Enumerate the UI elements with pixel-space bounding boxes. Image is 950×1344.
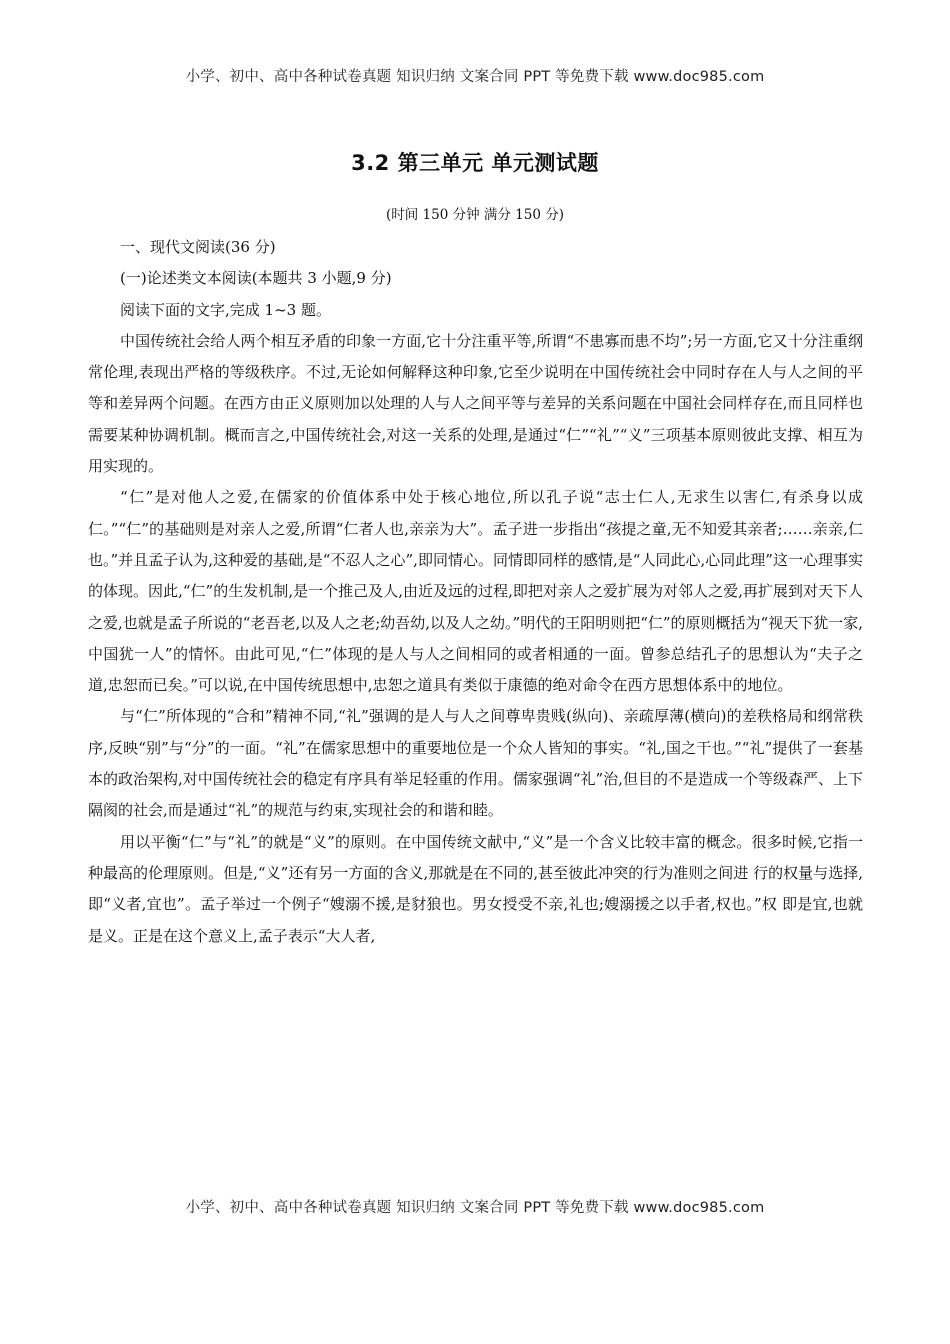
page-subtitle: (时间 150 分钟 满分 150 分) bbox=[385, 207, 565, 223]
sub-heading: (一)论述类文本阅读(本题共 3 小题,9 分) bbox=[120, 269, 392, 288]
paragraph: 用以平衡“仁”与“礼”的就是“义”的原则。在中国传统文献中,“义”是一个含义比较丰富的概念。很多时候,它指一种最高的伦理原则。但是,“义”还有另一方面的含义,那就是在不同的,甚至彼此冲突的行为准则之间进 行的权量与选择,即“义者,宜也”。孟子举过一个例子“嫂溺不援,是豺狼也。男女授受不亲,礼也;嫂溺援之以手者,权也。”权 即是宜,也就是义。正是在这个意义上,孟子表示“大人者, bbox=[88, 832, 863, 945]
footer-banner: 小学、初中、高中各种试卷真题 知识归纳 文案合同 PPT 等免费下载 www.doc985.com bbox=[185, 1200, 765, 1216]
header-banner: 小学、初中、高中各种试卷真题 知识归纳 文案合同 PPT 等免费下载 www.doc985.com bbox=[185, 69, 765, 85]
page-title: 3.2 第三单元 单元测试题 bbox=[351, 151, 599, 175]
paragraph: “仁”是对他人之爱,在儒家的价值体系中处于核心地位,所以孔子说“志士仁人,无求生以害仁,有杀身以成仁。”“仁”的基础则是对亲人之爱,所谓“仁者人也,亲亲为大”。孟子进一步指出“孩提之童,无不知爱其亲者;……亲亲,仁也。”并且孟子认为,这种爱的基础,是“不忍人之心”,即同情心。同情即同样的感情,是“人同此心,心同此理”这一心理事实的体现。因此,“仁”的生发机制,是一个推己及人,由近及远的过程,即把对亲人之爱扩展为对邻人之爱,再扩展到对天下人之爱,也就是孟子所说的“老吾老,以及人之老;幼吾幼,以及人之幼。”明代的王阳明则把“仁”的原则概括为“视天下犹一家,中国犹一人”的情怀。由此可见,“仁”体现的是人与人之间相同的或者相通的一面。曾参总结孔子的思想认为“夫子之道,忠恕而已矣。”可以说,在中国传统思想中,忠恕之道具有类似于康德的绝对命令在西方思想体系中的地位。 bbox=[88, 488, 863, 695]
document-body bbox=[88, 232, 863, 952]
paragraph: 与“仁”所体现的“合和”精神不同,“礼”强调的是人与人之间尊卑贵贱(纵向)、亲疏厚薄(横向)的差秩格局和纲常秩序,反映“别”与“分”的一面。“礼”在儒家思想中的重要地位是一个众人皆知的事实。“礼,国之干也。”“礼”提供了一套基本的政治架构,对中国传统社会的稳定有序具有举足轻重的作用。儒家强调“礼”治,但目的不是造成一个等级森严、上下隔阂的社会,而是通过“礼”的规范与约束,实现社会的和谐和睦。 bbox=[88, 707, 863, 820]
instruction-text: 阅读下面的文字,完成 1~3 题。 bbox=[120, 300, 331, 319]
section-heading: 一、现代文阅读(36 分) bbox=[120, 238, 276, 256]
paragraph: 中国传统社会给人两个相互矛盾的印象一方面,它十分注重平等,所谓“不患寡而患不均”;另一方面,它又十分注重纲常伦理,表现出严格的等级秩序。不过,无论如何解释这种印象,它至少说明在中国传统社会中同时存在人与人之间的平等和差异两个问题。在西方由正义原则加以处理的人与人之间平等与差异的关系问题在中国社会同样存在,而且同样也需要某种协调机制。概而言之,中国传统社会,对这一关系的处理,是通过“仁”“礼”“义”三项基本原则彼此支撑、相互为用实现的。 bbox=[88, 331, 863, 476]
